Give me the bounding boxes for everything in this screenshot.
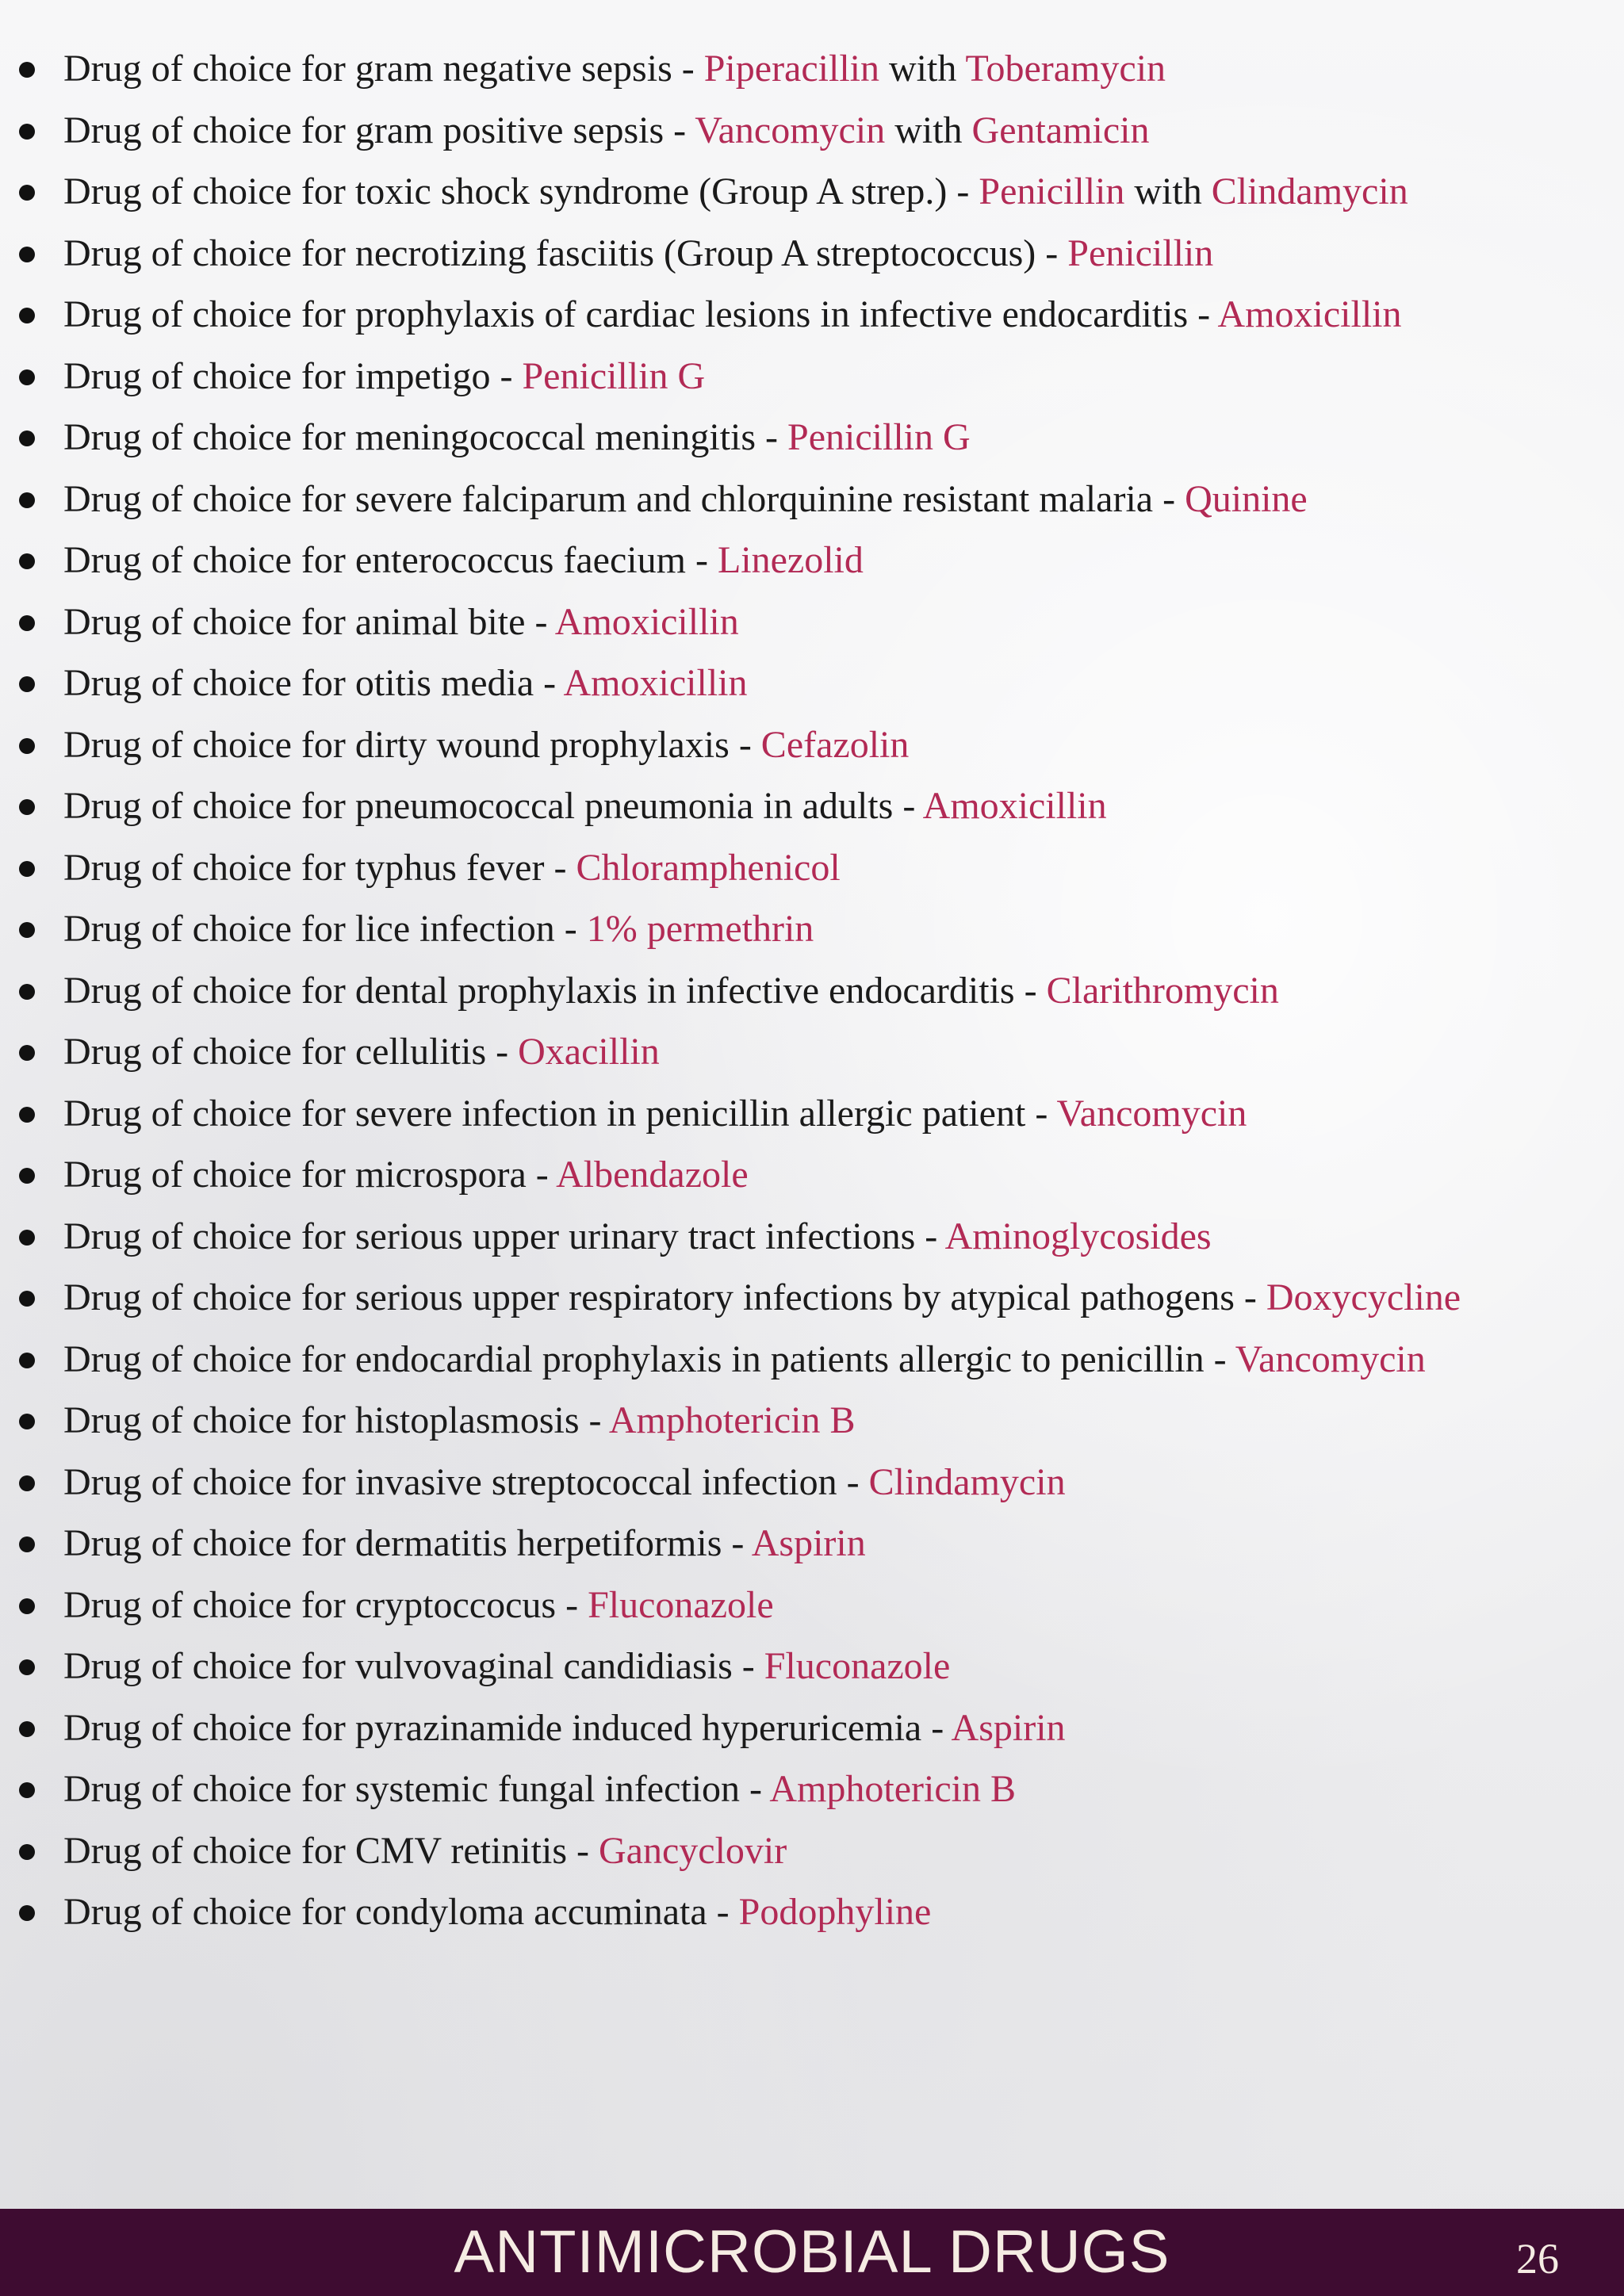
drug-name: Piperacillin — [703, 48, 880, 90]
indication-text: Drug of choice for dermatitis herpetiformis - — [63, 1522, 752, 1564]
drug-name: Albendazole — [556, 1154, 749, 1196]
bullet-icon — [19, 1536, 35, 1552]
bullet-icon — [19, 553, 35, 569]
indication-text: Drug of choice for otitis media - — [63, 662, 564, 704]
indication-text: Drug of choice for pneumococcal pneumonia in adults - — [63, 785, 923, 827]
bullet-icon — [19, 1598, 35, 1614]
bullet-icon — [19, 799, 35, 815]
list-item — [0, 652, 1624, 714]
indication-text: Drug of choice for dental prophylaxis in infective endocarditis - — [63, 969, 1047, 1012]
bullet-icon — [19, 369, 35, 385]
indication-text: with — [885, 109, 972, 151]
indication-text: Drug of choice for vulvovaginal candidiasis - — [63, 1645, 764, 1687]
indication-text: Drug of choice for dirty wound prophylaxis - — [63, 723, 761, 766]
drug-name: Vancomycin — [1235, 1337, 1426, 1380]
list-item — [0, 1452, 1624, 1513]
indication-text: Drug of choice for cellulitis - — [63, 1031, 519, 1073]
drug-name: Amphotericin B — [769, 1768, 1017, 1810]
indication-text: Drug of choice for gram positive sepsis - — [63, 109, 695, 151]
bullet-icon — [19, 1353, 35, 1368]
bullet-icon — [19, 430, 35, 446]
bullet-icon — [19, 185, 35, 201]
list-item — [0, 161, 1624, 223]
indication-text: Drug of choice for meningococcal meningitis - — [63, 416, 788, 458]
list-item — [0, 960, 1624, 1022]
list-item — [0, 407, 1624, 469]
drug-name: Aminoglycosides — [944, 1215, 1212, 1257]
drug-name: Vancomycin — [695, 109, 886, 151]
bullet-icon — [19, 1905, 35, 1921]
bullet-icon — [19, 492, 35, 508]
indication-text: Drug of choice for histoplasmosis - — [63, 1399, 609, 1441]
bullet-icon — [19, 861, 35, 877]
bullet-icon — [19, 984, 35, 1000]
indication-text: Drug of choice for necrotizing fasciitis (Group A streptococcus) - — [63, 232, 1068, 274]
list-item — [0, 1820, 1624, 1882]
bullet-icon — [19, 738, 35, 754]
list-item — [0, 714, 1624, 776]
drug-name: Amoxicillin — [922, 785, 1107, 827]
list-item — [0, 591, 1624, 653]
list-item — [0, 837, 1624, 899]
indication-text: Drug of choice for toxic shock syndrome (Group A strep.) - — [63, 170, 979, 212]
list-item — [0, 1758, 1624, 1820]
page-content — [0, 38, 1624, 1943]
list-item — [0, 469, 1624, 530]
indication-text: Drug of choice for systemic fungal infection - — [63, 1768, 770, 1810]
indication-text: Drug of choice for condyloma accuminata - — [63, 1891, 739, 1933]
drug-name: Gentamicin — [971, 109, 1150, 151]
drug-name: Penicillin — [1067, 232, 1214, 274]
bullet-icon — [19, 308, 35, 323]
list-item — [0, 1697, 1624, 1759]
drug-name: Oxacillin — [518, 1031, 660, 1073]
list-item — [0, 38, 1624, 100]
drug-name: Amphotericin B — [608, 1399, 856, 1441]
drug-name: Amoxicillin — [563, 662, 748, 704]
list-item — [0, 1513, 1624, 1575]
drug-name: Penicillin — [979, 170, 1125, 212]
indication-text: Drug of choice for severe falciparum and chlorquinine resistant malaria - — [63, 477, 1185, 520]
bullet-icon — [19, 1659, 35, 1675]
drug-name: Penicillin G — [522, 354, 706, 397]
indication-text: with — [1124, 170, 1212, 212]
list-item — [0, 898, 1624, 960]
indication-text: Drug of choice for typhus fever - — [63, 846, 576, 889]
bullet-icon — [19, 1230, 35, 1246]
drug-name: Vancomycin — [1056, 1092, 1247, 1135]
list-item — [0, 1575, 1624, 1636]
bullet-icon — [19, 1844, 35, 1860]
bullet-icon — [19, 247, 35, 262]
bullet-icon — [19, 1475, 35, 1491]
indication-text: Drug of choice for serious upper respiratory infections by atypical pathogens - — [63, 1276, 1266, 1318]
indication-text: Drug of choice for pyrazinamide induced hyperuricemia - — [63, 1706, 952, 1749]
drug-name: Podophyline — [738, 1891, 932, 1933]
page-number: 26 — [1516, 2235, 1559, 2283]
indication-text: Drug of choice for impetigo - — [63, 354, 523, 397]
drug-name: Clindamycin — [1211, 170, 1408, 212]
drug-name: Aspirin — [951, 1706, 1066, 1749]
list-item — [0, 1021, 1624, 1083]
indication-text: Drug of choice for gram negative sepsis - — [63, 48, 704, 90]
list-item — [0, 1206, 1624, 1268]
list-item — [0, 1881, 1624, 1943]
drug-name: Penicillin G — [787, 416, 971, 458]
bullet-icon — [19, 1291, 35, 1307]
bullet-icon — [19, 1045, 35, 1061]
list-item — [0, 100, 1624, 162]
indication-text: Drug of choice for animal bite - — [63, 600, 555, 643]
drug-name: Clindamycin — [868, 1460, 1066, 1503]
indication-text: Drug of choice for prophylaxis of cardiac lesions in infective endocarditis - — [63, 293, 1218, 335]
indication-text: with — [879, 48, 966, 90]
footer-banner — [0, 2209, 1624, 2296]
bullet-icon — [19, 1168, 35, 1184]
drug-name: 1% permethrin — [586, 908, 814, 950]
drug-of-choice-list — [0, 38, 1624, 1943]
indication-text: Drug of choice for cryptoccocus - — [63, 1583, 588, 1626]
drug-name: Amoxicillin — [1217, 293, 1402, 335]
drug-name: Toberamycin — [965, 48, 1166, 90]
list-item — [0, 1144, 1624, 1206]
drug-name: Linezolid — [717, 539, 864, 581]
drug-name: Chloramphenicol — [576, 846, 841, 889]
bullet-icon — [19, 1721, 35, 1737]
drug-name: Amoxicillin — [554, 600, 739, 643]
indication-text: Drug of choice for severe infection in penicillin allergic patient - — [63, 1092, 1057, 1135]
bullet-icon — [19, 62, 35, 78]
indication-text: Drug of choice for lice infection - — [63, 908, 587, 950]
section-title: ANTIMICROBIAL DRUGS — [454, 2218, 1170, 2286]
list-item — [0, 1083, 1624, 1145]
list-item — [0, 284, 1624, 346]
drug-name: Gancyclovir — [598, 1829, 787, 1872]
bullet-icon — [19, 922, 35, 938]
drug-name: Quinine — [1185, 477, 1308, 520]
list-item — [0, 346, 1624, 408]
list-item — [0, 1329, 1624, 1391]
bullet-icon — [19, 1414, 35, 1429]
drug-name: Clarithromycin — [1046, 969, 1279, 1012]
indication-text: Drug of choice for invasive streptococcal infection - — [63, 1460, 869, 1503]
bullet-icon — [19, 615, 35, 631]
list-item — [0, 1390, 1624, 1452]
indication-text: Drug of choice for serious upper urinary tract infections - — [63, 1215, 945, 1257]
indication-text: Drug of choice for microspora - — [63, 1154, 557, 1196]
bullet-icon — [19, 1782, 35, 1798]
bullet-icon — [19, 124, 35, 140]
indication-text: Drug of choice for enterococcus faecium - — [63, 539, 718, 581]
drug-name: Aspirin — [751, 1522, 866, 1564]
drug-name: Fluconazole — [588, 1583, 774, 1626]
drug-name: Fluconazole — [764, 1645, 951, 1687]
indication-text: Drug of choice for CMV retinitis - — [63, 1829, 599, 1872]
drug-name: Cefazolin — [760, 723, 910, 766]
list-item — [0, 530, 1624, 591]
list-item — [0, 775, 1624, 837]
list-item — [0, 1267, 1624, 1329]
drug-name: Doxycycline — [1266, 1276, 1461, 1318]
list-item — [0, 223, 1624, 285]
list-item — [0, 1636, 1624, 1697]
bullet-icon — [19, 1107, 35, 1123]
indication-text: Drug of choice for endocardial prophylaxis in patients allergic to penicillin - — [63, 1337, 1235, 1380]
bullet-icon — [19, 676, 35, 692]
